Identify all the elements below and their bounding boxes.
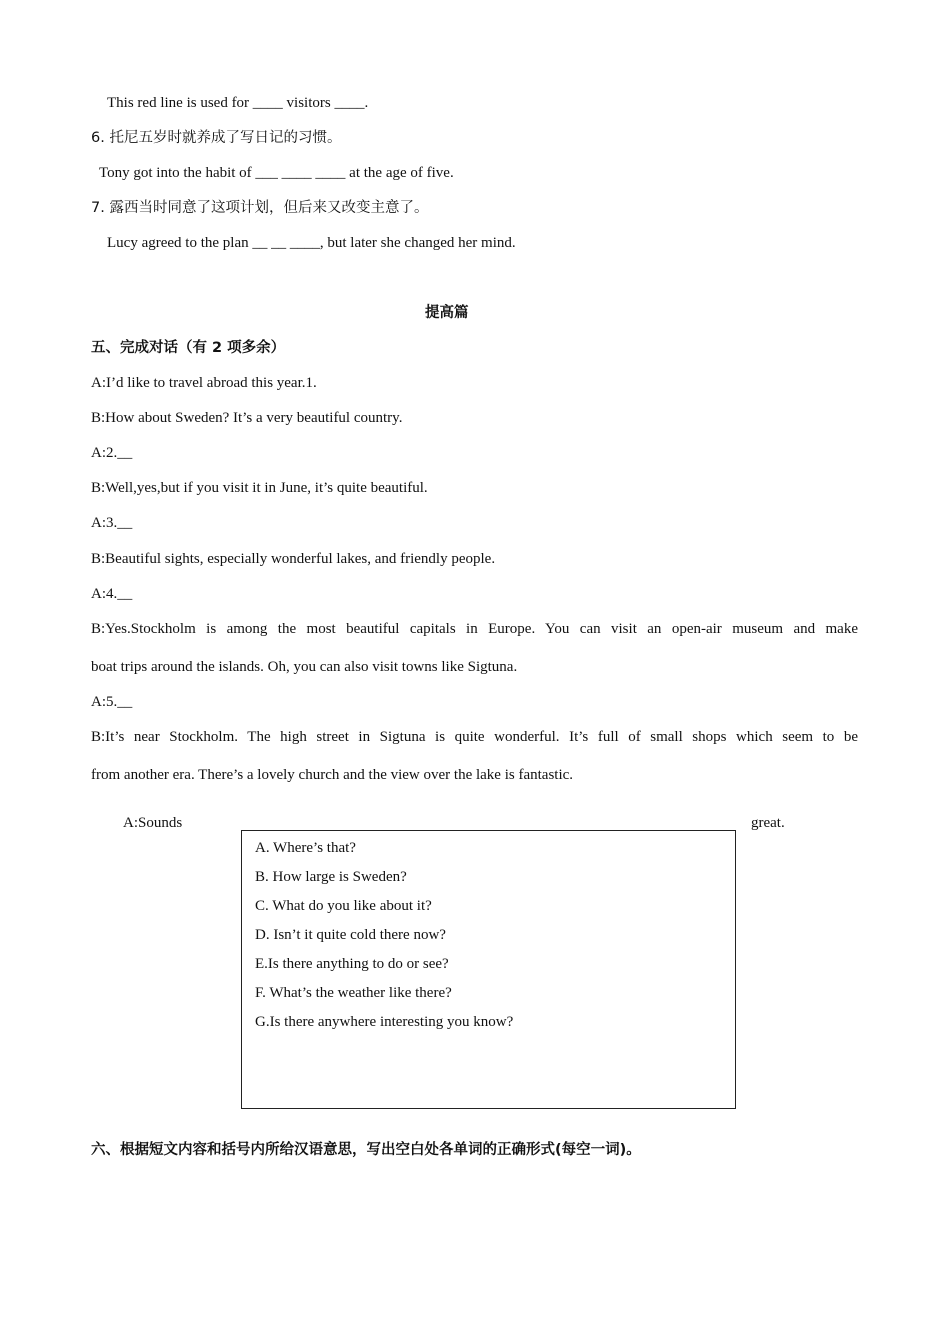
section-5-heading: 五、完成对话（有 2 项多余） <box>91 340 286 356</box>
dialogue-b-sigtuna-line-1: B:It’s near Stockholm. The high street in Sigtuna is quite wonderful. It’s full of small shops which seem to be <box>91 729 858 745</box>
dialogue-b-stockholm-line-2: boat trips around the islands. Oh, you can also visit towns like Sigtuna. <box>91 659 518 675</box>
sounds-left-text: A:Sounds <box>123 815 183 831</box>
dialogue-b-stockholm-line-1: B:Yes.Stockholm is among the most beautiful capitals in Europe. You can visit an open-air museum and make <box>91 621 858 637</box>
dialogue-b-sigtuna-line-2: from another era. There’s a lovely church and the view over the lake is fantastic. <box>91 767 574 783</box>
option-b: B. How large is Sweden? <box>255 869 407 885</box>
option-f: F. What’s the weather like there? <box>255 985 452 1001</box>
options-box <box>241 830 736 1109</box>
option-e: E.Is there anything to do or see? <box>255 956 449 972</box>
dialogue-line-5: A:3.__ <box>91 515 133 531</box>
dialogue-line-3: A:2.__ <box>91 445 133 461</box>
sounds-right-text: great. <box>751 815 785 831</box>
option-c: C. What do you like about it? <box>255 898 432 914</box>
section-title: 提高篇 <box>425 305 469 321</box>
question-6-chinese: 6. 托尼五岁时就养成了写日记的习惯。 <box>91 130 342 146</box>
option-g: G.Is there anywhere interesting you know? <box>255 1014 514 1030</box>
dialogue-line-6: B:Beautiful sights, especially wonderful lakes, and friendly people. <box>91 551 496 567</box>
option-a: A. Where’s that? <box>255 840 356 856</box>
dialogue-line-7: A:4.__ <box>91 586 133 602</box>
red-line-sentence: This red line is used for ____ visitors ____. <box>107 95 369 111</box>
question-7-english: Lucy agreed to the plan __ __ ____, but later she changed her mind. <box>107 235 516 251</box>
dialogue-line-a5: A:5.__ <box>91 694 133 710</box>
dialogue-line-1: A:I’d like to travel abroad this year.1. <box>91 375 317 391</box>
question-7-chinese: 7. 露西当时同意了这项计划，但后来又改变主意了。 <box>91 200 429 216</box>
section-6-heading: 六、根据短文内容和括号内所给汉语意思，写出空白处各单词的正确形式(每空一词)。 <box>91 1142 641 1158</box>
option-d: D. Isn’t it quite cold there now? <box>255 927 446 943</box>
dialogue-line-4: B:Well,yes,but if you visit it in June, it’s quite beautiful. <box>91 480 428 496</box>
dialogue-line-2: B:How about Sweden? It’s a very beautiful country. <box>91 410 403 426</box>
question-6-english: Tony got into the habit of ___ ____ ____ at the age of five. <box>99 165 454 181</box>
